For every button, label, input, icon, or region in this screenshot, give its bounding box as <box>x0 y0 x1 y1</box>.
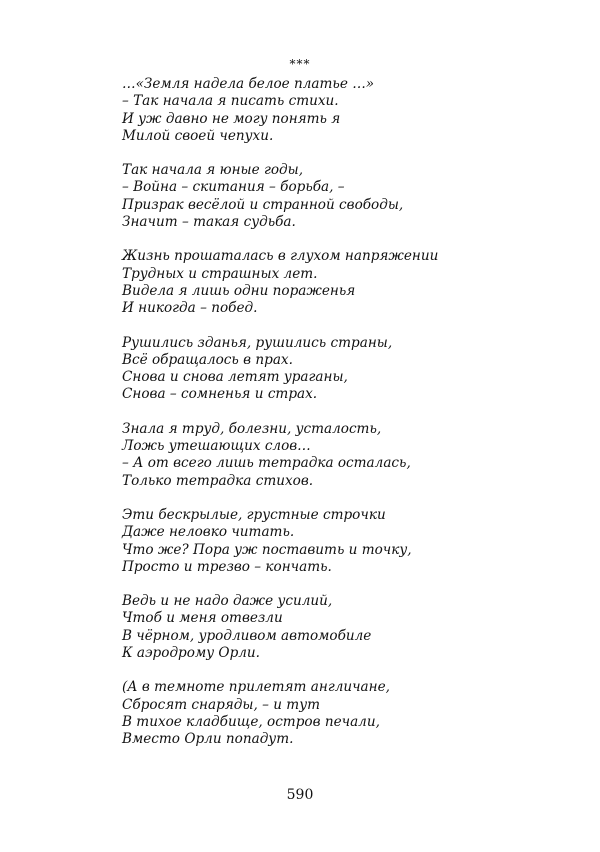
poem-line: Снова и снова летят ураганы, <box>122 369 348 386</box>
poem <box>122 76 542 766</box>
page-number: 590 <box>286 787 314 803</box>
poem-line: И уж давно не могу понять я <box>122 110 341 127</box>
poem-line: И никогда – побед. <box>122 300 258 317</box>
poem-line: (А в темноте прилетят англичане, <box>122 679 390 696</box>
poem-line: Рушились зданья, рушились страны, <box>122 334 393 351</box>
stanza <box>122 679 542 748</box>
poem-line: В тихое кладбище, остров печали, <box>122 713 380 730</box>
poem-line: Призрак весёлой и странной свободы, <box>122 196 404 213</box>
poem-line: Только тетрадка стихов. <box>122 472 314 489</box>
poem-line: Просто и трезво – кончать. <box>122 558 332 575</box>
poem-line: В чёрном, уродливом автомобиле <box>122 627 372 644</box>
poem-line: К аэродрому Орли. <box>122 645 261 662</box>
stanza <box>122 76 542 145</box>
stanza <box>122 162 542 231</box>
poem-line: Сбросят снаряды, – и тут <box>122 696 320 713</box>
poem-line: Вместо Орли попадут. <box>122 731 294 748</box>
poem-line: Жизнь прошаталась в глухом напряжении <box>122 248 439 265</box>
poem-line: Трудных и страшных лет. <box>122 265 318 282</box>
poem-line: – Война – скитания – борьба, – <box>122 179 345 196</box>
stanza <box>122 248 542 317</box>
poem-line: Так начала я юные годы, <box>122 162 304 179</box>
poem-line: – Так начала я писать стихи. <box>122 93 339 110</box>
stanza <box>122 507 542 576</box>
stanza <box>122 335 542 404</box>
poem-line: Всё обращалось в прах. <box>122 351 293 368</box>
poem-line: – А от всего лишь тетрадка осталась, <box>122 455 411 472</box>
section-separator: *** <box>289 57 311 71</box>
poem-line: …«Земля надела белое платье …» <box>122 76 375 92</box>
poem-line: Милой своей чепухи. <box>122 127 274 144</box>
poem-line: Снова – сомненья и страх. <box>122 386 318 403</box>
poem-line: Ложь утешающих слов… <box>122 438 311 455</box>
stanza <box>122 421 542 490</box>
poem-line: Что же? Пора уж поставить и точку, <box>122 541 412 558</box>
poem-line: Чтоб и меня отвезли <box>122 610 283 627</box>
poem-line: Ведь и не надо даже усилий, <box>122 593 333 610</box>
poem-line: Эти бескрылые, грустные строчки <box>122 506 386 523</box>
poem-line: Знала я труд, болезни, усталость, <box>122 420 382 437</box>
poem-line: Видела я лишь одни пораженья <box>122 282 356 299</box>
poem-line: Значит – такая судьба. <box>122 214 296 231</box>
poem-line: Даже неловко читать. <box>122 524 295 541</box>
stanza <box>122 593 542 662</box>
